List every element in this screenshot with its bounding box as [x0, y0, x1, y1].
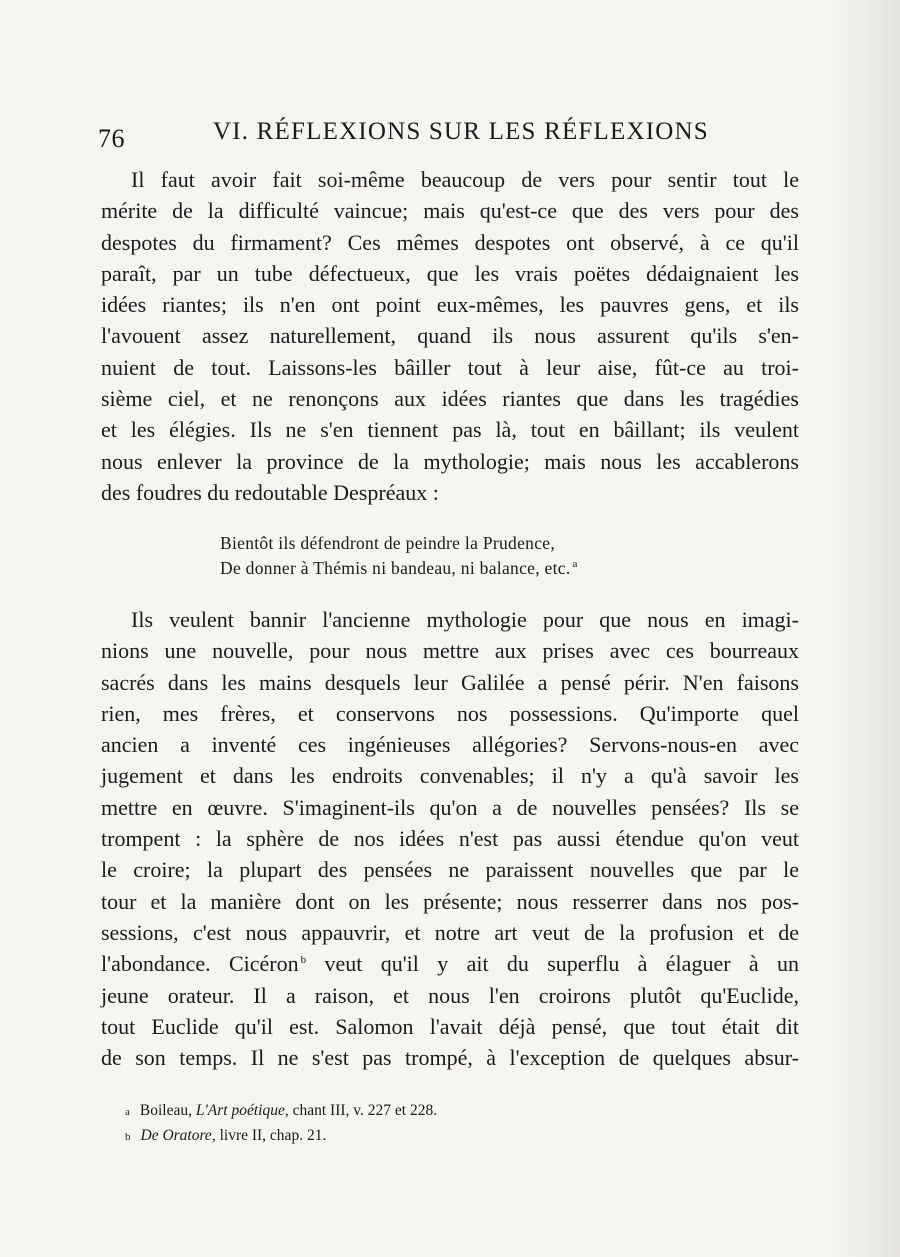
footnote-b [125, 1123, 725, 1148]
text-line: nuient de tout. Laissons-les bâiller tout à leur aise, fût-ce au troi- [101, 354, 799, 380]
text-line: ancien a inventé ces ingénieuses allégories? Servons-nous-en avec [101, 732, 799, 758]
footnote-reference-a: a [572, 558, 578, 571]
footnote-mark: a [125, 1106, 130, 1118]
page-number: 76 [98, 124, 125, 153]
text-line: de son temps. Il ne s'est pas trompé, à l'exception de quelques absur- [101, 1045, 799, 1071]
footnotes [125, 1098, 725, 1148]
footnote-mark: b [125, 1131, 131, 1143]
text-line: rien, mes frères, et conservons nos possessions. Qu'importe quel [101, 700, 799, 726]
text-line: mettre en œuvre. S'imaginent-ils qu'on a de nouvelles pensées? Ils se [101, 794, 799, 820]
text-line: sacrés dans les mains desquels leur Galilée a pensé périr. N'en faisons [101, 669, 799, 695]
text-line: nions une nouvelle, pour nous mettre aux prises avec ces bourreaux [101, 638, 799, 664]
text-line: le croire; la plupart des pensées ne paraissent nouvelles que par le [101, 857, 799, 883]
paragraph-1 [101, 164, 799, 508]
paragraph-2 [101, 604, 799, 1073]
text-line: jugement et dans les endroits convenables; il n'y a qu'à savoir les [101, 763, 799, 789]
footnote-reference: chant III, v. 227 et 228. [288, 1102, 438, 1119]
verse-quotation [220, 531, 680, 581]
text-fragment: veut qu'il y ait du superflu à élaguer à un [306, 951, 799, 977]
footnote-a [125, 1098, 725, 1123]
text-line: tout Euclide qu'il est. Salomon l'avait déjà pensé, que tout était dit [101, 1013, 799, 1039]
footnote-reference-b: b [300, 953, 307, 966]
page-edge-shadow [830, 0, 900, 1257]
text-line: nous enlever la province de la mythologie; mais nous les accablerons [101, 448, 799, 474]
running-head: VI. RÉFLEXIONS SUR LES RÉFLEXIONS [213, 118, 709, 145]
text-line: mérite de la difficulté vaincue; mais qu'est-ce que des vers pour des [101, 198, 799, 224]
footnote-reference: livre II, chap. 21. [215, 1127, 327, 1144]
verse-text: De donner à Thémis ni bandeau, ni balance, etc. [220, 558, 571, 578]
page-header [98, 118, 798, 158]
text-line: Ils veulent bannir l'ancienne mythologie pour que nous en imagi- [131, 607, 799, 632]
footnote-title: L'Art poétique, [195, 1102, 289, 1119]
text-line-cicero [101, 948, 799, 979]
text-line: trompent : la sphère de nos idées n'est pas aussi étendue qu'on veut [101, 826, 799, 852]
verse-line [220, 556, 680, 581]
text-line: jeune orateur. Il a raison, et nous l'en croirons plutôt qu'Euclide, [101, 982, 799, 1008]
text-line: paraît, par un tube défectueux, que les vrais poëtes dédaignaient les [101, 260, 799, 286]
text-line: sième ciel, et ne renonçons aux idées riantes que dans les tragédies [101, 386, 799, 412]
footnote-author: Boileau, [139, 1102, 196, 1119]
verse-line: Bientôt ils défendront de peindre la Prudence, [220, 533, 556, 553]
text-line: tour et la manière dont on les présente; nous resserrer dans nos pos- [101, 888, 799, 914]
text-line: des foudres du redoutable Despréaux : [101, 479, 439, 505]
text-fragment: l'abondance. Cicéron [101, 951, 299, 977]
text-line: et les élégies. Ils ne s'en tiennent pas là, tout en bâillant; ils veulent [101, 417, 799, 443]
text-line: despotes du firmament? Ces mêmes despotes ont observé, à ce qu'il [101, 229, 799, 255]
text-line: l'avouent assez naturellement, quand ils nous assurent qu'ils s'en- [101, 323, 799, 349]
text-line: sessions, c'est nous appauvrir, et notre art veut de la profusion et de [101, 919, 799, 945]
footnote-title: De Oratore, [140, 1127, 216, 1144]
text-line: Il faut avoir fait soi-même beaucoup de vers pour sentir tout le [131, 167, 799, 192]
text-line: idées riantes; ils n'en ont point eux-mêmes, les pauvres gens, et ils [101, 292, 799, 318]
